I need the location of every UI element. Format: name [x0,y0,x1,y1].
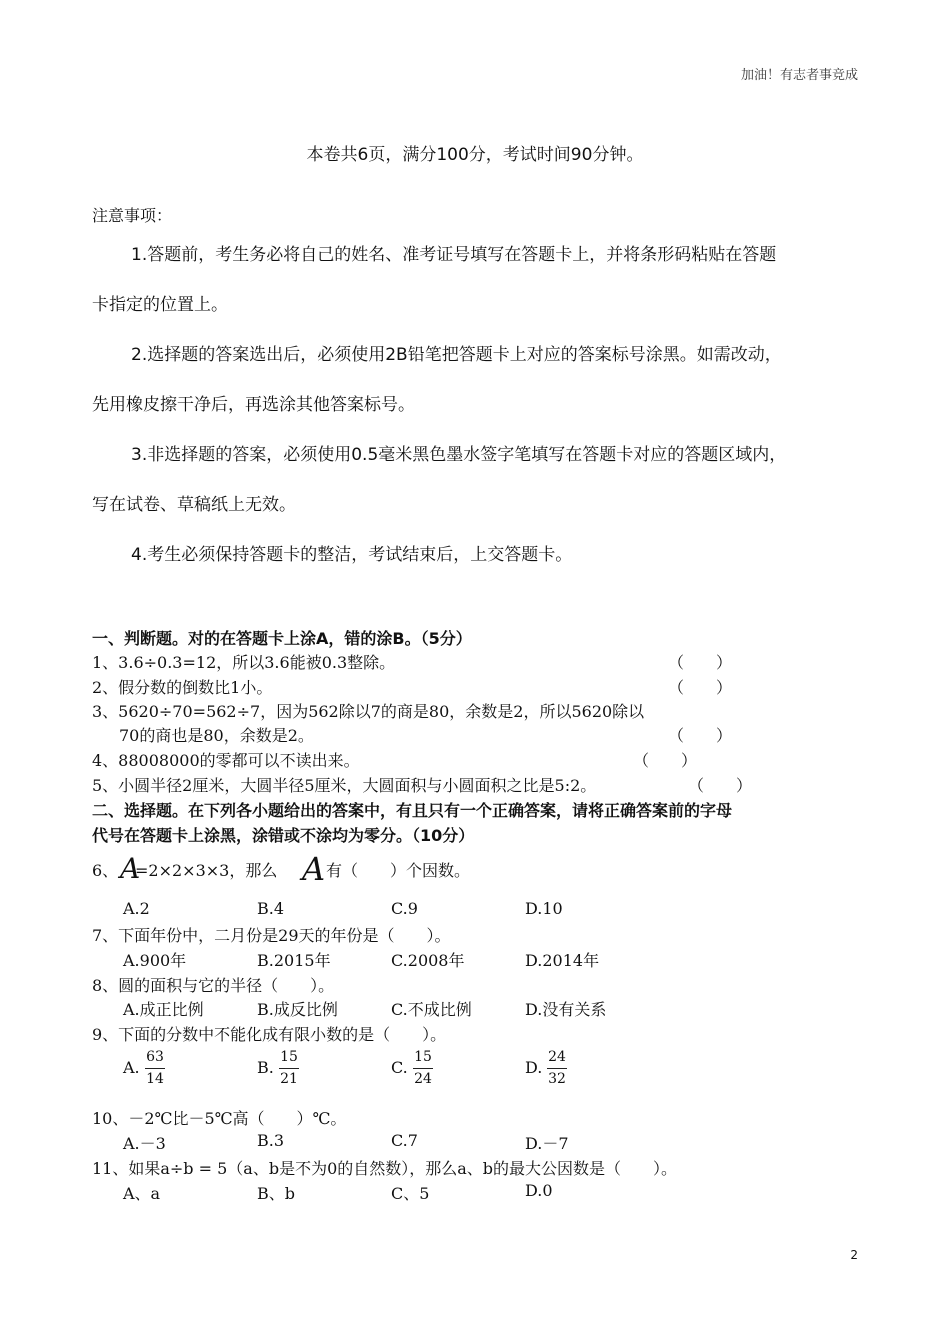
notice-title: 注意事项： [92,206,173,225]
question-11: 11、如果a÷b = 5（a、b是不为0的自然数），那么a、b的最大公因数是（ ）。 [92,1159,678,1178]
page-number: 2 [850,1248,858,1262]
question-9: 9、下面的分数中不能化成有限小数的是（ ）。 [92,1025,447,1044]
question-8-option-a: A.成正比例 [123,1000,204,1019]
question-11-option-c: C、5 [391,1184,430,1203]
question-5-blank: （ ） [688,776,753,795]
question-7-option-d: D.2014年 [525,951,600,970]
fraction-bar [547,1068,567,1069]
question-9-option-d-label: D. [525,1058,543,1077]
question-3: 3、5620÷70=562÷7，因为562除以7的商是80，余数是2，所以5620除以 [92,702,645,721]
question-10-option-a: A.－3 [123,1134,166,1153]
question-7-option-a: A.900年 [123,951,187,970]
notice-item-2-line2: 先用橡皮擦干净后，再选涂其他答案标号。 [92,395,415,415]
question-8: 8、圆的面积与它的半径（ ）。 [92,976,335,995]
question-10: 10、－2℃比－5℃高（ ）℃。 [92,1109,347,1128]
fraction-denominator: 24 [414,1071,432,1087]
question-1: 1、3.6÷0.3=12，所以3.6能被0.3整除。 [92,653,396,672]
question-10-option-b: B.3 [257,1131,285,1150]
notice-item-3-line1: 3.非选择题的答案，必须使用0.5毫米黑色墨水签字笔填写在答题卡对应的答题区域内， [131,445,787,465]
question-4: 4、88008000的零都可以不读出来。 [92,751,360,770]
question-9-option-a-fraction [145,1049,165,1088]
fraction-bar [413,1068,433,1069]
notice-item-3-line2: 写在试卷、草稿纸上无效。 [92,495,296,515]
question-9-option-d-fraction [547,1049,567,1088]
question-9-option-a-label: A. [123,1058,140,1077]
notice-item-2-line1: 2.选择题的答案选出后，必须使用2B铅笔把答题卡上对应的答案标号涂黑。如需改动， [131,345,782,365]
section1-title: 一、判断题。对的在答题卡上涂A，错的涂B。（5分） [92,629,472,648]
question-8-option-c: C.不成比例 [391,1000,472,1019]
question-6-option-c: C.9 [391,899,418,918]
question-9-option-b-fraction [279,1049,299,1088]
question-11-option-d: D.0 [525,1181,553,1200]
question-6-expr: =2×2×3×3，那么 [135,861,278,880]
question-10-option-c: C.7 [391,1131,418,1150]
question-6-num: 6、 [92,861,119,880]
question-7-option-b: B.2015年 [257,951,331,970]
question-6-tail: 有（ ）个因数。 [326,861,471,880]
question-3-line2: 70的商也是80，余数是2。 [119,726,314,745]
exam-summary: 本卷共6页，满分100分，考试时间90分钟。 [306,145,644,165]
question-2: 2、假分数的倒数比1小。 [92,678,273,697]
fraction-numerator: 24 [548,1049,566,1065]
question-7-option-c: C.2008年 [391,951,465,970]
question-8-option-d: D.没有关系 [525,1000,607,1019]
question-5: 5、小圆半径2厘米，大圆半径5厘米，大圆面积与小圆面积之比是5:2。 [92,776,597,795]
fraction-numerator: 15 [414,1049,432,1065]
question-6-option-b: B.4 [257,899,285,918]
question-11-option-b: B、b [257,1184,296,1203]
section2-title-line2: 代号在答题卡上涂黑，涂错或不涂均为零分。（10分） [92,826,475,845]
notice-item-1-line2: 卡指定的位置上。 [92,295,228,315]
question-6-option-d: D.10 [525,899,563,918]
question-6-option-a: A.2 [123,899,150,918]
question-7: 7、下面年份中，二月份是29天的年份是（ ）。 [92,926,451,945]
fraction-bar [279,1068,299,1069]
header-motto: 加油！有志者事竞成 [740,68,858,83]
fraction-numerator: 15 [280,1049,298,1065]
question-9-option-c-label: C. [391,1058,408,1077]
question-9-option-b-label: B. [257,1058,274,1077]
question-3-blank: （ ） [668,726,733,745]
question-1-blank: （ ） [668,653,733,672]
notice-item-1-line1: 1.答题前，考生务必将自己的姓名、准考证号填写在答题卡上，并将条形码粘贴在答题 [131,245,777,265]
question-8-option-b: B.成反比例 [257,1000,338,1019]
question-10-option-d: D.－7 [525,1134,569,1153]
fraction-numerator: 63 [146,1049,164,1065]
question-9-option-c-fraction [413,1049,433,1088]
question-6-var-a2: A [302,850,326,888]
question-11-option-a: A、a [123,1184,161,1203]
question-6-var-a: A [120,852,141,885]
fraction-denominator: 21 [280,1071,298,1087]
fraction-bar [145,1068,165,1069]
question-2-blank: （ ） [668,678,733,697]
notice-item-4-line1: 4.考生必须保持答题卡的整洁，考试结束后，上交答题卡。 [131,545,573,565]
fraction-denominator: 14 [146,1071,164,1087]
fraction-denominator: 32 [548,1071,566,1087]
question-4-blank: （ ） [633,751,698,770]
section2-title-line1: 二、选择题。在下列各小题给出的答案中，有且只有一个正确答案，请将正确答案前的字母 [92,801,733,820]
